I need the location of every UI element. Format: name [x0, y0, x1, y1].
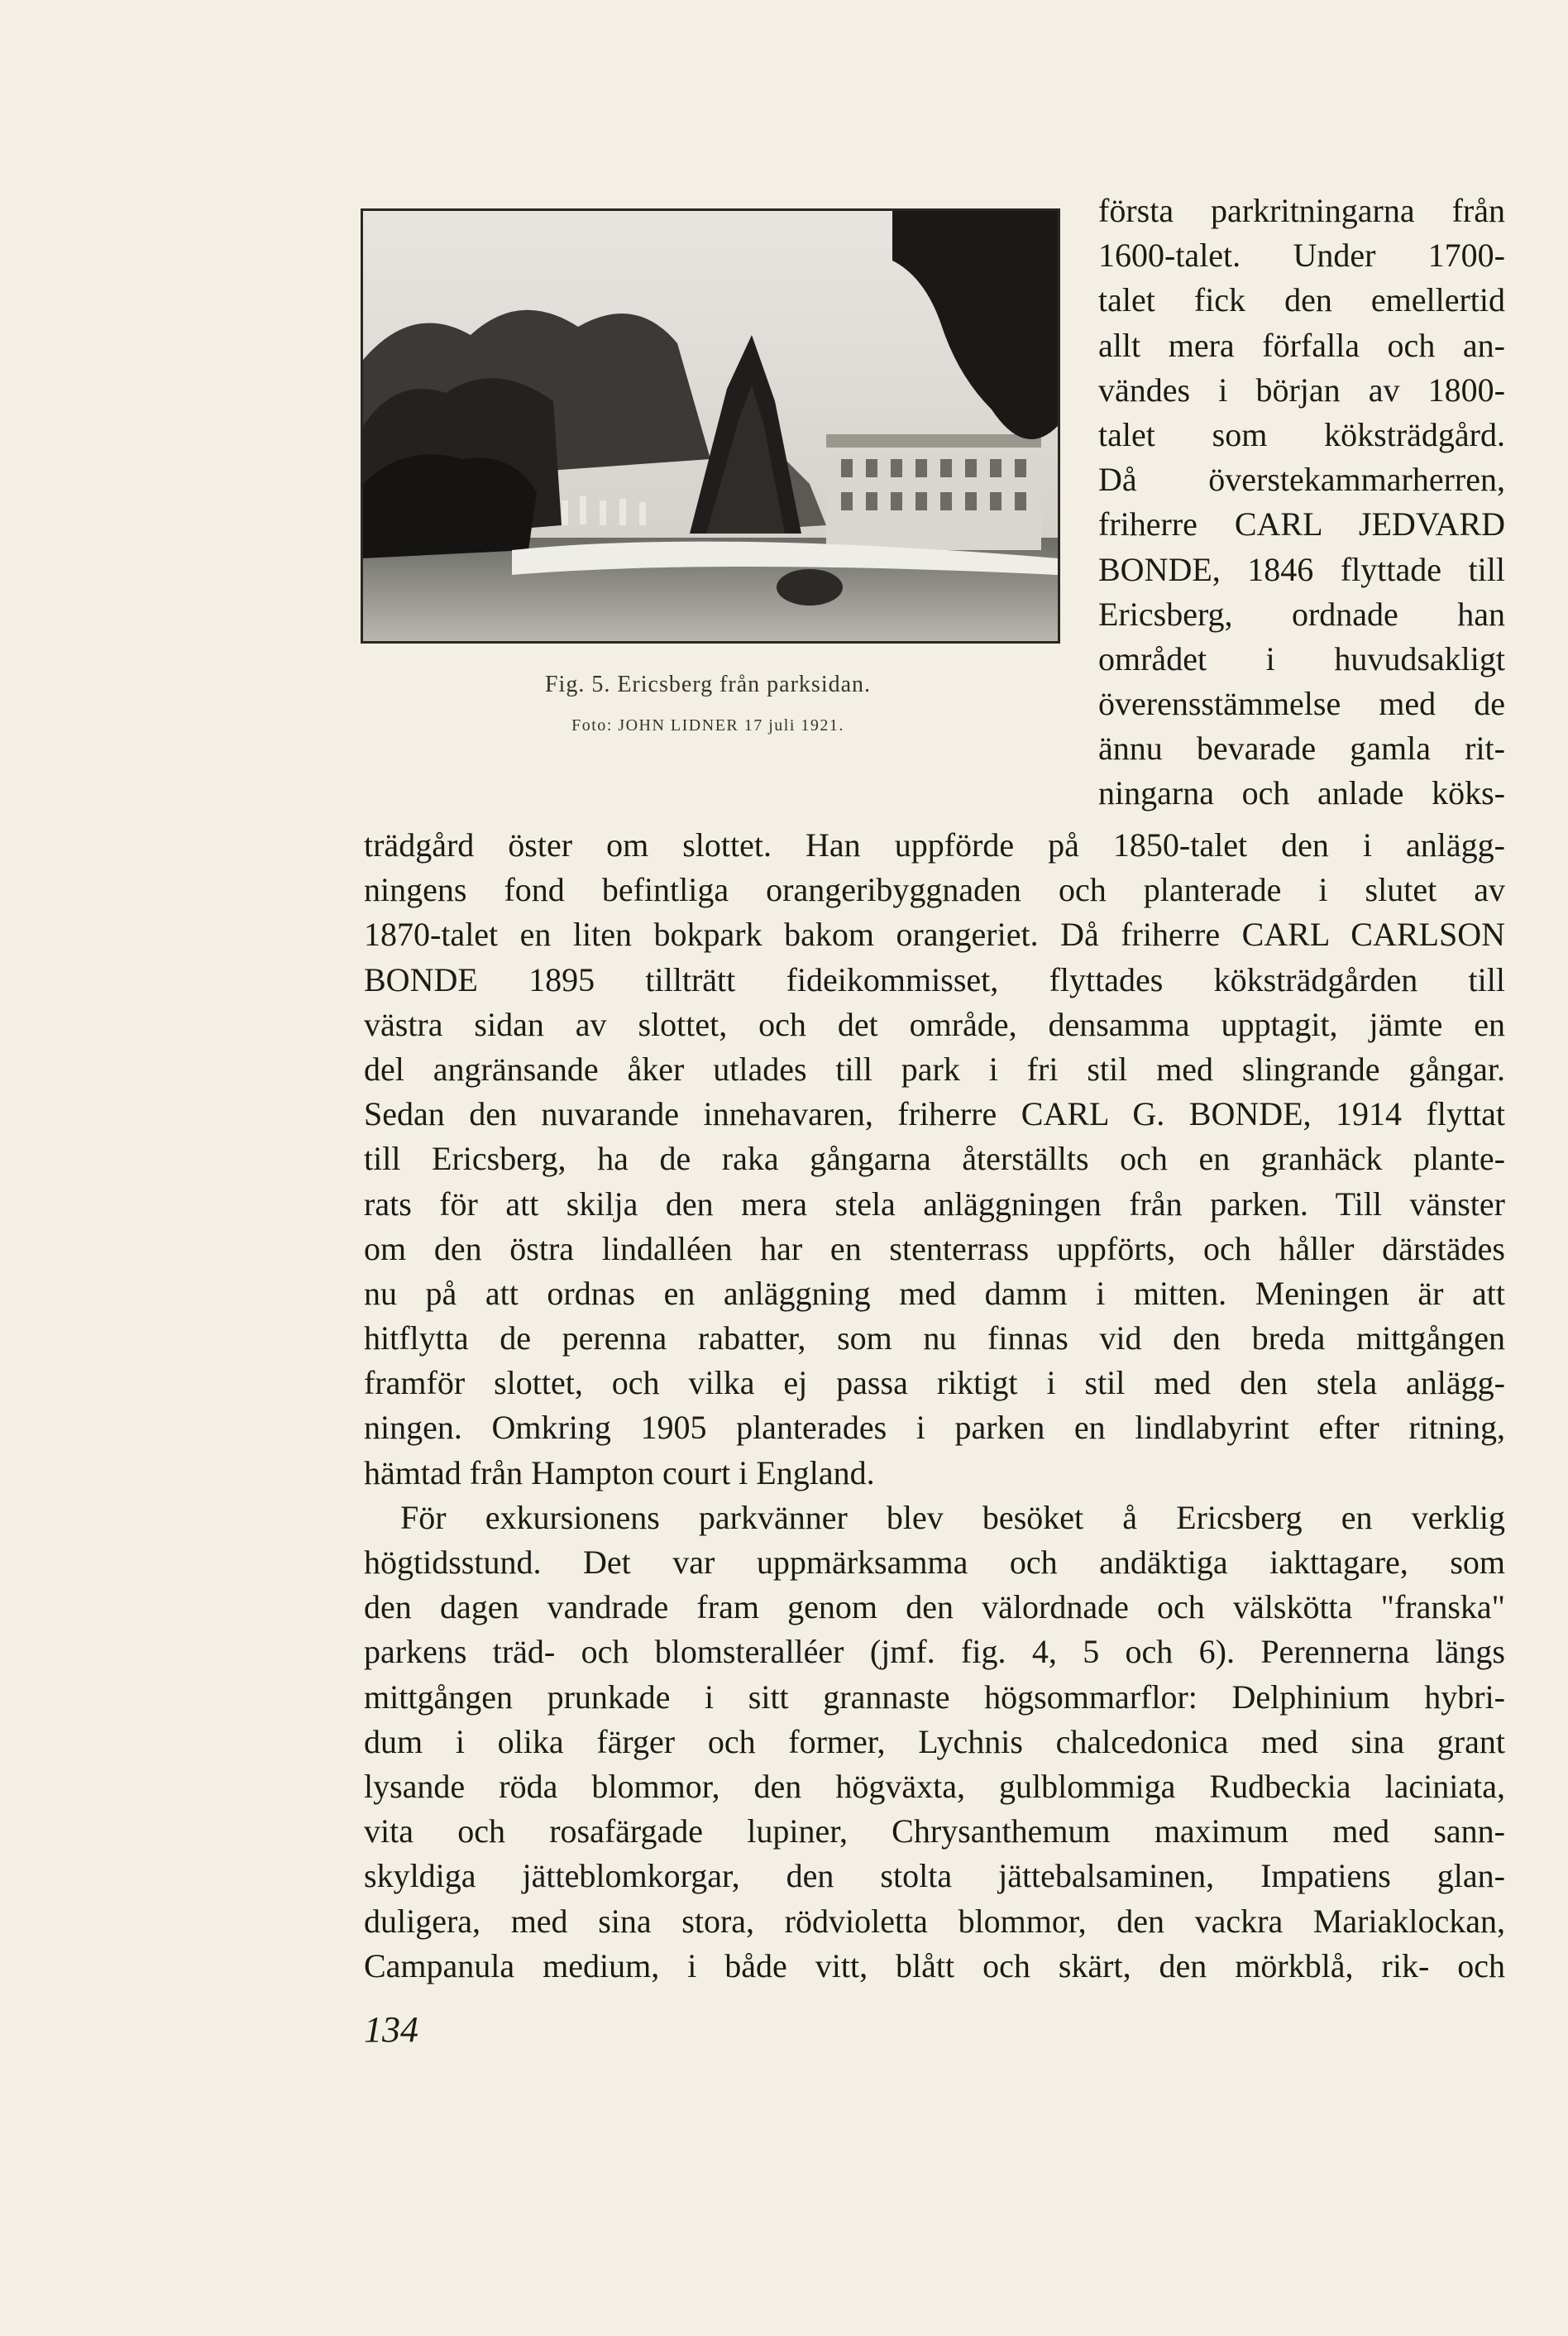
- side-line: Ericsberg, ordnade han: [1098, 595, 1505, 633]
- body-line: parkens träd- och blomsteralléer (jmf. fig. 4, 5 och 6). Perennerna längs: [364, 1633, 1505, 1671]
- side-line: friherre CARL JEDVARD: [1098, 505, 1505, 543]
- side-line: området i huvudsakligt: [1098, 639, 1505, 677]
- body-line: rats för att skilja den mera stela anläggningen från parken. Till vänster: [364, 1185, 1505, 1223]
- side-line: ännu bevarade gamla rit-: [1098, 730, 1505, 768]
- body-line: dum i olika färger och former, Lychnis chalcedonica med sina grant: [364, 1722, 1505, 1760]
- figure-caption: [361, 672, 1055, 735]
- figure-caption-title: Fig. 5. Ericsberg från parksidan.: [544, 672, 872, 697]
- body-line: Sedan den nuvarande innehavaren, friherre CARL G. BONDE, 1914 flyttat: [364, 1095, 1505, 1133]
- body-line: BONDE 1895 tillträtt fideikommisset, flyttades köksträdgården till: [364, 960, 1505, 998]
- body-line: västra sidan av slottet, och det område, densamma upptagit, jämte en: [364, 1005, 1505, 1043]
- body-text: [364, 823, 1505, 1989]
- body-line: vita och rosafärgade lupiner, Chrysanthemum maximum med sann-: [364, 1812, 1505, 1850]
- side-line: 1600-talet. Under 1700-: [1098, 237, 1505, 275]
- side-line: allt mera förfalla och an-: [1098, 326, 1505, 364]
- body-line: lysande röda blommor, den högväxta, gulblommiga Rudbeckia laciniata,: [364, 1767, 1505, 1805]
- body-line: framför slottet, och vilka ej passa riktigt i stil med den stela anlägg-: [364, 1364, 1505, 1402]
- body-line: till Ericsberg, ha de raka gångarna återställts och en granhäck plante-: [364, 1140, 1505, 1178]
- side-line: överensstämmelse med de: [1098, 685, 1505, 723]
- body-line: skyldiga jätteblomkorgar, den stolta jättebalsaminen, Impatiens glan-: [364, 1857, 1505, 1895]
- body-line: ningens fond befintliga orangeribyggnaden och planterade i slutet av: [364, 871, 1505, 909]
- body-line: nu på att ordnas en anläggning med damm i mitten. Meningen är att: [364, 1274, 1505, 1312]
- page-number: 134: [364, 2009, 418, 2050]
- body-line: Campanula medium, i både vitt, blått och skärt, den mörkblå, rik- och: [364, 1946, 1505, 1984]
- side-line: talet som köksträdgård.: [1098, 415, 1505, 453]
- side-line: vändes i början av 1800-: [1098, 371, 1505, 409]
- body-line: hitflytta de perenna rabatter, som nu finnas vid den breda mittgången: [364, 1319, 1505, 1357]
- side-line: Då överstekammarherren,: [1098, 461, 1505, 499]
- side-line: ningarna och anlade köks-: [1098, 774, 1505, 812]
- body-line: del angränsande åker utlades till park i fri stil med slingrande gångar.: [364, 1050, 1505, 1088]
- body-line: duligera, med sina stora, rödvioletta blommor, den vackra Mariaklockan,: [364, 1902, 1505, 1940]
- side-line: talet fick den emellertid: [1098, 281, 1505, 319]
- body-line: ningen. Omkring 1905 planterades i parken en lindlabyrint efter ritning,: [364, 1409, 1505, 1447]
- side-column-text: [1098, 189, 1505, 816]
- body-line: 1870-talet en liten bokpark bakom orangeriet. Då friherre CARL CARLSON: [364, 916, 1505, 954]
- figure-caption-credit: Foto: JOHN LIDNER 17 juli 1921.: [571, 716, 844, 735]
- figure-photo: [361, 208, 1060, 644]
- body-line: om den östra lindalléen har en stenterrass uppförts, och håller därstädes: [364, 1229, 1505, 1267]
- body-line: mittgången prunkade i sitt grannaste högsommarflor: Delphinium hybri-: [364, 1678, 1505, 1716]
- body-line: högtidsstund. Det var uppmärksamma och andäktiga iakttagare, som: [364, 1544, 1505, 1581]
- side-line: första parkritningarna från: [1098, 192, 1505, 229]
- body-line: den dagen vandrade fram genom den välordnade och välskötta "franska": [364, 1588, 1505, 1626]
- body-line: För exkursionens parkvänner blev besöket å Ericsberg en verklig: [400, 1498, 1505, 1536]
- side-line: BONDE, 1846 flyttade till: [1098, 550, 1505, 588]
- body-line: trädgård öster om slottet. Han uppförde på 1850-talet den i anlägg-: [364, 826, 1505, 864]
- body-line: hämtad från Hampton court i England.: [364, 1453, 875, 1491]
